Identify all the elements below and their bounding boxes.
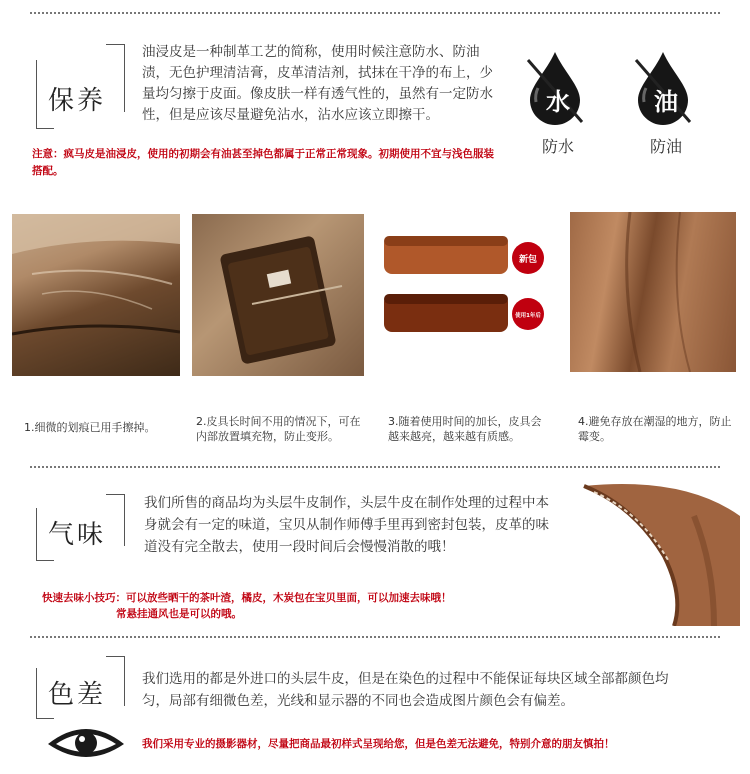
leather-closeup-photo [570,212,736,372]
svg-text:油: 油 [654,88,678,116]
color-bracket-bottom [36,718,54,719]
svg-text:水: 水 [546,88,570,116]
top-divider [30,12,720,14]
caption-2: 2.皮具长时间不用的情况下，可在内部放置填充物，防止变形。 [196,415,361,443]
no-water-icon [522,48,588,126]
smell-heading: 气味 [48,520,107,550]
heading-bracket-top [106,44,124,45]
heading-bracket-left [36,60,37,128]
middle-divider-1 [30,466,720,468]
care-heading: 保养 [48,86,107,116]
color-bracket-left [36,668,37,718]
eye-icon [46,720,126,764]
smell-tip-line-2: 常悬挂通风也是可以的哦。 [116,608,242,620]
smell-bracket-right [124,494,125,546]
color-bracket-right [124,656,125,706]
color-heading: 色差 [48,680,107,710]
middle-divider-2 [30,636,720,638]
care-note: 注意：疯马皮是油浸皮，使用的初期会有油甚至掉色都属于正常正常现象。初期使用不宜与浅色服装搭配。 [32,148,494,177]
leather-roll-photo [564,476,740,626]
scratch-photo [12,214,180,376]
caption-3: 3.随着使用时间的加长，皮具会越来越亮，越来越有质感。 [388,415,542,443]
caption-1: 1.细微的划痕已用手擦掉。 [24,421,156,434]
color-paragraph: 我们选用的都是外进口的头层牛皮，但是在染色的过程中不能保证每块区域全部都颜色均匀，局部有细微色差，光线和显示器的不同也会造成图片颜色会有偏差。 [142,671,669,709]
smell-tip-line-1: 快速去味小技巧：可以放些晒干的茶叶渣，橘皮，木炭包在宝贝里面，可以加速去味哦！ [42,592,452,604]
heading-bracket-right [124,44,125,112]
oilproof-label: 防油 [650,137,683,156]
svg-text:使用1年后: 使用1年后 [515,313,541,319]
color-note: 我们采用专业的摄影器材，尽量把商品最初样式呈现给您，但是色差无法避免，特别介意的朋友慎拍！ [142,738,615,750]
smell-bracket-top [106,494,124,495]
pencil-case-photo [376,214,554,376]
caption-4: 4.避免存放在潮湿的地方，防止霉变。 [578,415,732,443]
svg-text:新包: 新包 [518,255,538,265]
care-paragraph: 油浸皮是一种制革工艺的简称，使用时候注意防水、防油渍，无色护理清洁膏，皮革清洁剂，拭抹在干净的布上，少量均匀擦于皮面。像皮肤一样有透气性的，虽然有一定防水性，但是应该尽量避免沾水，沾水应该立即擦干。 [142,44,493,123]
smell-bracket-bottom [36,560,54,561]
color-bracket-top [106,656,124,657]
notebook-photo [192,214,364,376]
smell-bracket-left [36,508,37,560]
heading-bracket-bottom [36,128,54,129]
waterproof-label: 防水 [542,137,575,156]
no-oil-icon [630,48,696,126]
smell-paragraph: 我们所售的商品均为头层牛皮制作，头层牛皮在制作处理的过程中本身就会有一定的味道，宝贝从制作师傅手里再到密封包装，皮革的味道没有完全散去，使用一段时间后会慢慢消散的哦！ [144,495,549,555]
